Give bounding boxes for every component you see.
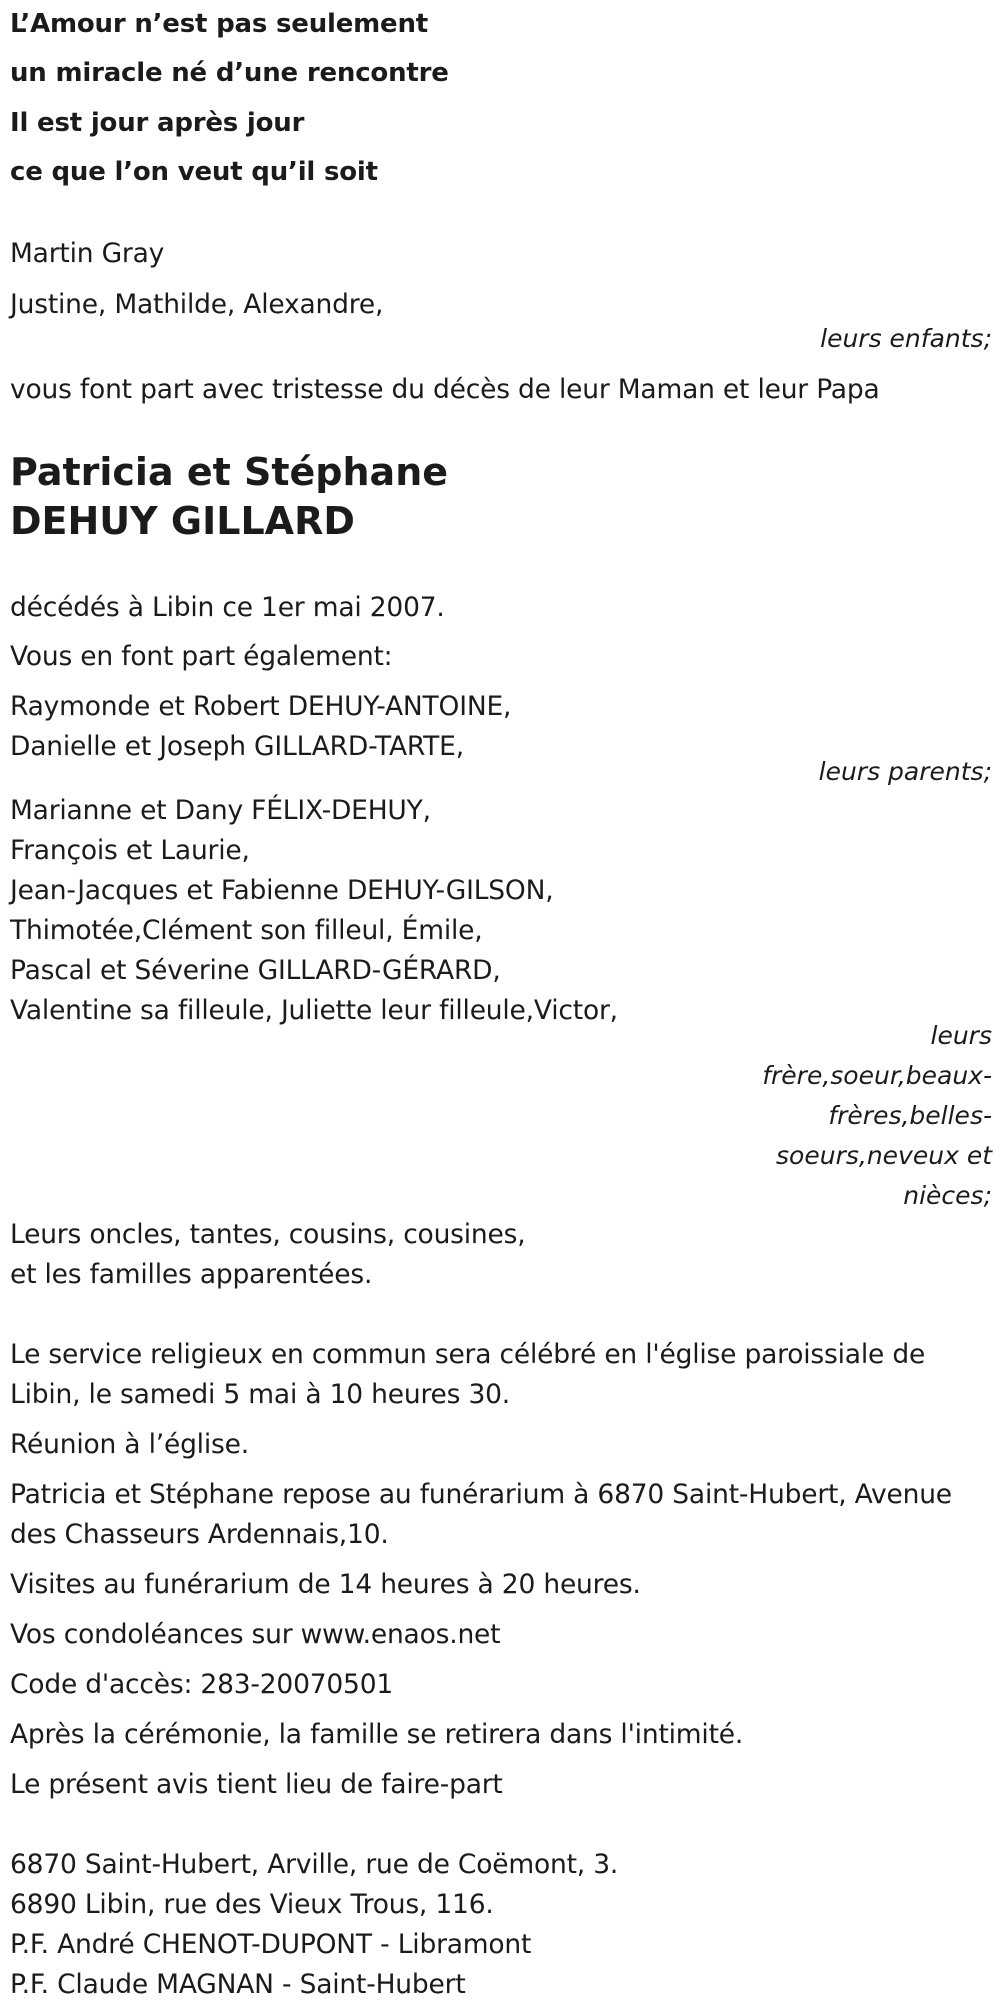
service-line-2: Libin, le samedi 5 mai à 10 heures 30.: [10, 1379, 511, 1410]
extended-family-line-1: Leurs oncles, tantes, cousins, cousines,: [10, 1219, 526, 1250]
also-announce: Vous en font part également:: [10, 641, 393, 672]
funeral-home-2: P.F. Claude MAGNAN - Saint-Hubert: [10, 1969, 466, 2000]
siblings-role-line-3: frères,belles-: [828, 1101, 992, 1130]
funeral-home-1: P.F. André CHENOT-DUPONT - Libramont: [10, 1929, 532, 1960]
poem-line-2: un miracle né d’une rencontre: [10, 58, 449, 88]
children-role: leurs enfants;: [820, 324, 992, 353]
siblings-line-4: Thimotée,Clément son filleul, Émile,: [10, 915, 483, 946]
death-info: décédés à Libin ce 1er mai 2007.: [10, 592, 445, 623]
siblings-role-line-1: leurs: [930, 1021, 992, 1050]
meeting-text: Réunion à l’église.: [10, 1429, 249, 1460]
parents-line-2: Danielle et Joseph GILLARD-TARTE,: [10, 731, 464, 762]
repose-line-2: des Chasseurs Ardennais,10.: [10, 1519, 389, 1550]
siblings-line-1: Marianne et Dany FÉLIX-DEHUY,: [10, 795, 431, 826]
deceased-last-name: DEHUY GILLARD: [10, 499, 355, 543]
condolences-text: Vos condoléances sur www.enaos.net: [10, 1619, 501, 1650]
siblings-role: [762, 1016, 992, 1216]
siblings-role-line-5: nièces;: [903, 1181, 992, 1210]
siblings-role-line-4: soeurs,neveux et: [776, 1141, 992, 1170]
repose-line-1: Patricia et Stéphane repose au funérarium à 6870 Saint-Hubert, Avenue: [10, 1479, 952, 1510]
access-code: Code d'accès: 283-20070501: [10, 1669, 394, 1700]
poem-line-1: L’Amour n’est pas seulement: [10, 9, 429, 39]
poem-line-3: Il est jour après jour: [10, 108, 305, 138]
siblings-role-line-2: frère,soeur,beaux-: [762, 1061, 992, 1090]
announcement-text: vous font part avec tristesse du décès de leur Maman et leur Papa: [10, 374, 880, 405]
parents-role: leurs parents;: [818, 757, 992, 786]
children-names: Justine, Mathilde, Alexandre,: [10, 289, 384, 320]
siblings-line-6: Valentine sa filleule, Juliette leur filleule,Victor,: [10, 995, 618, 1026]
visits-text: Visites au funérarium de 14 heures à 20 heures.: [10, 1569, 641, 1600]
notice-text: Le présent avis tient lieu de faire-part: [10, 1769, 503, 1800]
address-line-2: 6890 Libin, rue des Vieux Trous, 116.: [10, 1889, 494, 1920]
siblings-line-2: François et Laurie,: [10, 835, 250, 866]
service-line-1: Le service religieux en commun sera célébré en l'église paroissiale de: [10, 1339, 926, 1370]
poem-author: Martin Gray: [10, 238, 165, 269]
after-ceremony-text: Après la cérémonie, la famille se retirera dans l'intimité.: [10, 1719, 744, 1750]
address-line-1: 6870 Saint-Hubert, Arville, rue de Coëmont, 3.: [10, 1849, 619, 1880]
poem-line-4: ce que l’on veut qu’il soit: [10, 157, 378, 187]
siblings-line-5: Pascal et Séverine GILLARD-GÉRARD,: [10, 955, 501, 986]
parents-line-1: Raymonde et Robert DEHUY-ANTOINE,: [10, 691, 512, 722]
deceased-first-names: Patricia et Stéphane: [10, 450, 449, 494]
siblings-line-3: Jean-Jacques et Fabienne DEHUY-GILSON,: [10, 875, 554, 906]
extended-family-line-2: et les familles apparentées.: [10, 1259, 373, 1290]
